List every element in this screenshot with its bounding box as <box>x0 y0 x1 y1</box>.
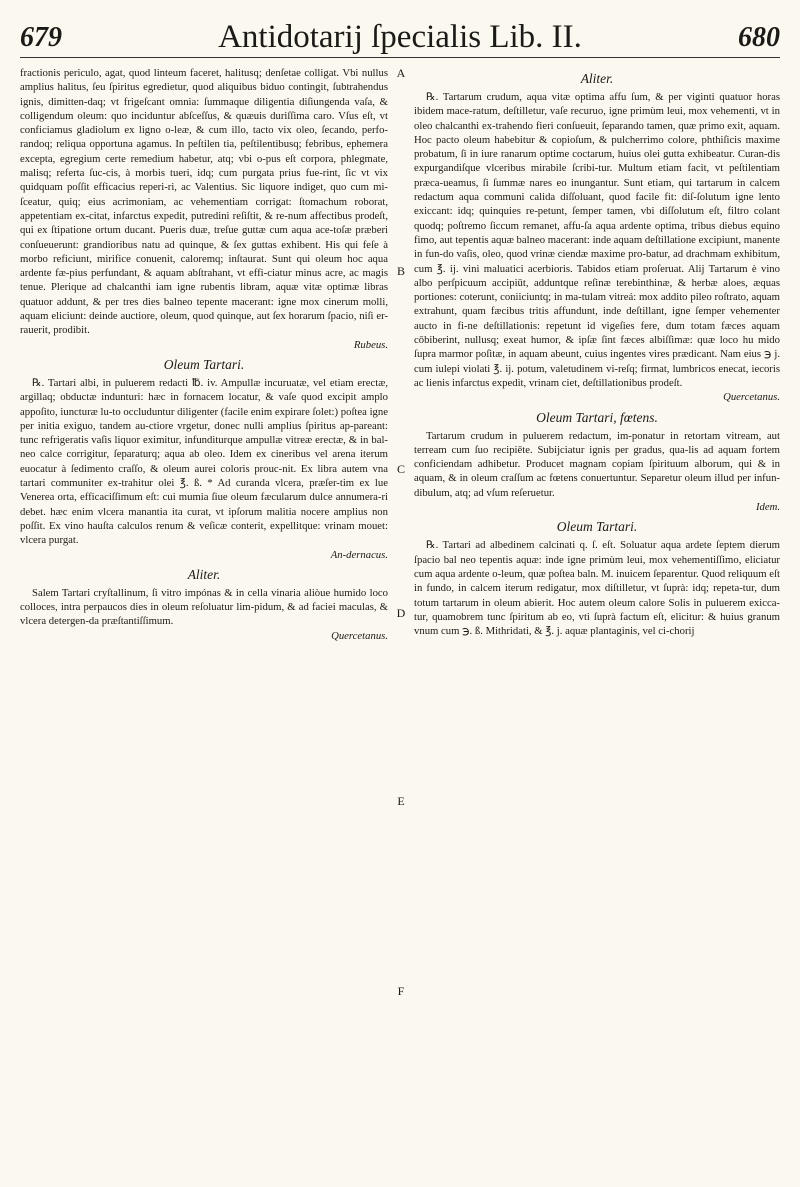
source-attribution: Quercetanus. <box>331 629 388 642</box>
section-heading: Oleum Tartari. <box>556 519 638 535</box>
page-number-right: 680 <box>738 22 780 53</box>
section-heading: Aliter. <box>580 71 614 86</box>
section-marker: A <box>396 66 406 80</box>
paragraph: Tartarum crudum in puluerem redactum, im-ponatur in retortam vitream, aut terream cum ſuo recipiēte. Subijciatur ignis per gradus, qua-lis ad aquam fortem conficiendam adhibetur. Producet magnam copiam ſpirituum alborum, qui & in aquam, & in oleum craſſum ac fœtens conuertuntur. Separetur oleum illud per infun-dibulum, atq; ad vſum reſeruetur. <box>414 429 780 499</box>
section-heading: Aliter. <box>187 566 221 582</box>
source-attribution: Quercetanus. <box>723 391 780 404</box>
running-title: Antidotarij ſpecialis Lib. II. <box>218 19 582 55</box>
section-marker: E <box>397 794 405 808</box>
section-heading: Oleum Tartari. <box>163 356 245 372</box>
section-marker: F <box>397 984 405 998</box>
paragraph: ℞. Tartari ad albedinem calcinati q. ſ. eſt. Soluatur aqua ardete ſeptem dierum ſpacio bal neo tepentis aquæ: inde igne primùm leui, mox vehementiſſimo, eliciatur cum aqua ardente o-leum, quæ poſtea baln. M. inuicem ſeparentur. Quod reliquum eſt in fundo, in calcem iterum redigatur, mox diſtilletur, vt ſuprà: idq; repeta-tur, dum totum tartarum in oleum abierit. Hoc autem oleum calore Solis in puluerem exicca-tur, quamobrem tunc ſpiritum ab eo, vti ſuprà factum eſt, elicitur: & huius granum vnum cum ℈. ß. Mithridati, & ℥. j. aquæ plantaginis, vel ci-chorij <box>414 539 780 638</box>
source-attribution: Idem. <box>755 501 780 514</box>
margin-gutter <box>390 66 412 1176</box>
source-attribution: Rubeus. <box>353 338 388 351</box>
section-heading: Oleum Tartari, fœtens. <box>536 409 658 425</box>
page-header <box>20 14 780 58</box>
page-number-left: 679 <box>20 22 62 53</box>
paragraph: ℞. Tartari albi, in puluerem redacti ℔. iv. Ampullæ incuruatæ, vel etiam erectæ, argillaq; obductæ indunturi: hæc in fornacem locatur, & vaſe quod excipit amplo appoſito, iuncturæ lu-to occluduntur diligenter (facile enim expirare ſolet:) poſtea igne per initia exiguo, tandem au-ctiore vrgetur, donec nulli amplius ſpiritus ap-pareant: tunc refrigeratis vaſis liquor eximitur, infunditurque ampullæ vitreæ erectæ, & in bal-neo calce corrigitur, ſeparaturq; aqua ab oleo. Idem ex cineribus vel arena iterum euocatur à ſedimento craſſo, & oleum aurei coloris prouc-nit. Ex libra autem vna tartari communiter ex-trahitur olei ℥. ß. * Ad curanda vlcera, præſer-tim ex lue Venerea orta, efficaciſſimum eſt: cui mumia ſiue oleum fæcularum dulce annumera-ri debet. hæc enim vlcera manantia ita curat, vt ipſorum malitia nocere amplius non poſſit. Ex vino hauſta calculos renum & veſicæ conterit, expellitque: vrinam mouet: vlcera purgat. <box>20 376 388 547</box>
source-attribution: An-dernacus. <box>330 548 388 561</box>
section-marker: D <box>396 606 406 620</box>
section-marker: B <box>396 264 405 278</box>
paragraph: ℞. Tartarum crudum, aqua vitæ optima affu ſum, & per viginti quatuor horas ibidem mace-ratum, deſtilletur, vaſe recuruo, igne primùm leui, mox vehementi, vt in oleo chalcanthi ex-trahendo fieri conſueuit, ſeparando tamen, quæ primo exit, aquam. Hoc pacto oleum habebitur & copioſum, & pulcherrimo colore, phthiſicis maxime probatum, ſi in iure ranarum optime coctarum, huius olei gutta exhibeatur. Curan-dis expurgandiſque vlceribus mirabile ſcribi-tur. Multum etiam facit, vt peſtilentiam præca-ueamus, ſi ſummæ nares eo inungantur. Sunt etiam, qui tartarum in calcem redactum aqua communi calida diſſoluant, quod facile fit: diſ-ſolutum igne lento exiccant: idq; quinquies re-petunt, ſemper tamen, vbi diſſolutum eſt, filtro colant quodq; poſtremo ſiccum remanet, affu-ſa aqua ardente optima, tribus diebus equino fimo, aut tepentis aquæ balneo macerant: inde aquam deſtillatione excipiunt, manente in fun-do vaſis, oleo, quod vrinæ ciendæ maxime pro-batur, ad drachmam exhibitum, cum ℥. ij. vini maluatici acerbioris. Tabidos etiam proſeruat. Alij Tartarum è vino albo perſpicuum accipiūt, adduntque reſinæ terebinthinæ, & herbæ aloes, æquas portiones: coterunt, coniiciuntq; in ma-tulam vitreá: mox addito pileo roſtrato, aquam extrahunt, quam fæcibus tritis affundunt, inde deſtillant, igne ſemper vehementer aucto in fi-ne deſtillationis: repetunt id vigeſies fere, dum totam fæces aquam cōbiberint, nullusq; exeat humor, & ipſæ ſint fæces albiſſimæ: quæ loco hu mido ſupra marmor poſitæ, in aquam abeunt, cuius ingentes vires prædicant. Nam eius ℈ j. cum iulepi violati ℥. ij. potum, valetudinem vi-reſq; firmat, lumbricos enecat, iecoris ac lienis infarctus expedit, vrinam ciet, deſtillationibus prodeſt. <box>414 91 780 389</box>
header-rule <box>20 57 780 58</box>
paragraph: Salem Tartari cryſtallinum, ſi vitro impónas & in cella vinaria aliòue humido loco colloces, intra perpaucos dies in oleum reſoluatur lim-pidum, & ad faciei maculas, & vlcera detergen-da præſtantiſſimum. <box>20 586 388 628</box>
left-column <box>20 66 388 647</box>
paragraph: fractionis periculo, agat, quod linteum faceret, halitusq; denſetae colligat. Vbi nullus amplius halitus, ſeu ſpiritus egredietur, quod aliquibus biduo contingit, ſubtrahendus ignis, dimitten-daq; vt frigeſcant omnia: ſummaque diligentia diſiungenda vaſa, & colligendum oleum: quo inciduntur abſceſſus, & quæuis duriſſima caro. Vſus eſt, vt conficiamus gladiolum ex ligno o-leæ, & cum illo, tacto vix oleo, ſecando, perfo-randoq; reliqua opportuna agamus. In peſtilen tia, peſtilentibusq; febribus, ephemera excepta, egregium certe remedium habetur, atq; vbi o-pus eſt corpora, phlegmate, malisq; referta ſuc-cis, à morbis tueri, idq; cum purgata prius fue-rint, ſic vt vix quidquam poſſit efficacius reperi-ri, ac Valentius. Sic liquore indiget, quo cum mi-ſceatur, quiq; eius acrimoniam, ac vehementiam corrigat: ſtomachum roborat, appetentiam ex-citat, infarctus expedit, putredini reſiſtit, & re-num affectibus prodeſt, qui ex ſtipatione ortum ducant. Pueris duæ, treſue guttæ cum aqua ace-toſæ præberi conſueuerunt: grandioribus natu ad quinque, & ſex guttas exhibent. His qui feſe à morbo reficiunt, mirifice conuenit, caloremq; inſtaurat. Sunt qui oleum hoc aqua ardente fæ-pius perfundant, & aquam abſtrahant, vt effi-ciatur minus acre, ac magis tenue. Plerique ad chalcanthi iam igne rubentis libram, aquæ vitæ optimæ libras quatuor addunt, & per tres dies balneo tepente macerant: igne mox cinerum molli, aquam eliciunt: deinde auctiore, oleum, quod quinque, aut ſex horarum ſpacio, niſi er-rauerit, prodibit. <box>20 67 388 337</box>
section-marker: C <box>396 462 405 476</box>
right-column <box>414 66 780 638</box>
